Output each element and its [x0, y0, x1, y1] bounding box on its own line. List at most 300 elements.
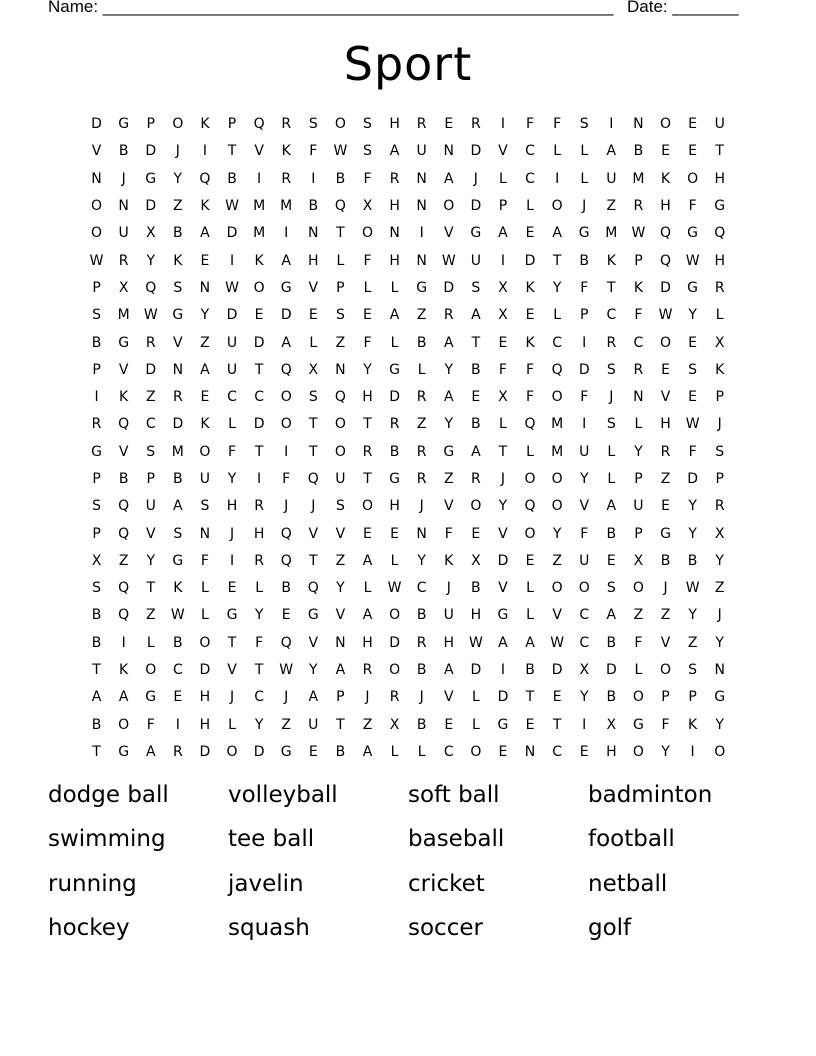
grid-letter: H [389, 116, 400, 133]
grid-letter: T [363, 416, 372, 433]
grid-letter: A [443, 334, 454, 351]
grid-letter: E [444, 716, 454, 733]
grid-letter: S [335, 498, 345, 515]
grid-letter: O [714, 743, 726, 760]
grid-letter: T [92, 743, 101, 760]
grid-letter: W [89, 252, 104, 269]
grid-letter: I [582, 334, 587, 351]
grid-letter: Y [363, 361, 372, 378]
grid-letter: N [714, 662, 725, 679]
grid-letter: A [308, 689, 319, 706]
grid-letter: K [444, 552, 454, 569]
grid-letter: L [255, 580, 264, 597]
grid-letter: B [308, 198, 319, 215]
grid-letter: V [335, 525, 346, 542]
grid-row [83, 411, 733, 438]
grid-letter: R [416, 389, 427, 406]
grid-letter: S [715, 443, 725, 460]
word-list-item: soccer [408, 914, 483, 941]
grid-letter: A [443, 662, 454, 679]
grid-letter: N [118, 198, 129, 215]
grid-letter: T [471, 334, 481, 351]
grid-letter: I [202, 143, 207, 160]
grid-letter: A [145, 743, 156, 760]
grid-letter: D [199, 743, 211, 760]
grid-letter: T [552, 252, 562, 269]
grid-letter: Z [552, 552, 562, 569]
grid-letter: V [498, 143, 508, 160]
grid-letter: F [282, 471, 291, 487]
grid-letter: R [443, 307, 454, 324]
grid-letter: E [200, 252, 210, 269]
grid-letter: C [145, 416, 156, 433]
grid-letter: Q [118, 498, 130, 515]
grid-letter: Y [634, 443, 643, 460]
grid-letter: K [254, 252, 264, 269]
grid-letter: F [688, 443, 697, 460]
grid-letter: Z [200, 334, 210, 351]
grid-letter: R [416, 471, 427, 487]
grid-letter: T [146, 580, 156, 597]
grid-letter: C [633, 334, 644, 351]
grid-letter: L [526, 607, 534, 624]
grid-letter: A [118, 689, 129, 706]
grid-letter: T [552, 716, 562, 733]
grid-letter: B [416, 716, 427, 733]
grid-letter: L [201, 580, 209, 597]
grid-letter: G [714, 198, 726, 215]
grid-letter: K [633, 279, 644, 296]
grid-letter: A [498, 225, 508, 242]
grid-letter: R [416, 634, 427, 651]
grid-letter: V [173, 334, 183, 351]
grid-letter: I [257, 170, 262, 187]
grid-letter: E [173, 689, 183, 706]
grid-letter: G [660, 525, 671, 542]
grid-letter: Q [551, 361, 563, 378]
grid-letter: C [416, 580, 427, 597]
grid-letter: V [660, 389, 671, 406]
grid-letter: A [173, 498, 183, 515]
grid-letter: F [526, 116, 535, 133]
grid-letter: A [200, 225, 210, 242]
grid-letter: L [715, 307, 724, 324]
grid-row [83, 275, 733, 302]
grid-letter: O [280, 389, 292, 406]
grid-letter: Z [687, 634, 698, 651]
grid-letter: E [281, 607, 291, 624]
grid-letter: M [280, 198, 293, 215]
grid-letter: G [145, 689, 157, 706]
grid-letter: M [253, 198, 266, 215]
grid-letter: B [173, 471, 183, 487]
grid-letter: U [145, 498, 156, 515]
grid-letter: G [497, 607, 509, 624]
grid-letter: G [389, 361, 400, 378]
grid-letter: I [284, 443, 289, 460]
grid-letter: M [632, 170, 645, 187]
grid-letter: Q [118, 580, 130, 597]
grid-letter: O [199, 634, 211, 651]
grid-letter: H [660, 198, 671, 215]
grid-letter: S [173, 279, 183, 296]
grid-letter: B [91, 716, 102, 733]
grid-letter: B [335, 170, 346, 187]
grid-letter: Y [661, 743, 670, 760]
grid-letter: N [335, 361, 346, 378]
grid-letter: F [580, 389, 589, 406]
grid-letter: P [580, 307, 589, 324]
grid-letter: I [690, 743, 695, 760]
grid-letter: F [526, 389, 535, 406]
grid-letter: V [498, 525, 508, 542]
grid-letter: G [172, 307, 184, 324]
grid-letter: Y [688, 525, 697, 542]
grid-letter: P [498, 198, 508, 215]
grid-letter: X [362, 198, 373, 215]
grid-letter: O [361, 498, 373, 515]
grid-letter: I [229, 552, 235, 569]
grid-letter: O [551, 471, 563, 487]
grid-letter: E [390, 525, 399, 542]
grid-letter: F [363, 170, 372, 187]
grid-letter: X [145, 225, 156, 242]
grid-letter: F [227, 443, 237, 460]
grid-letter: Z [660, 471, 671, 487]
grid-letter: E [525, 716, 535, 733]
grid-letter: P [146, 116, 155, 133]
grid-letter: S [92, 307, 101, 324]
grid-letter: W [279, 662, 294, 679]
grid-letter: R [660, 443, 671, 460]
grid-letter: X [606, 716, 617, 733]
grid-letter: E [552, 689, 562, 706]
grid-letter: S [606, 416, 616, 433]
grid-row [83, 739, 733, 766]
grid-letter: L [607, 471, 616, 487]
date-field-label: Date: _______ [627, 0, 739, 16]
grid-letter: Q [524, 498, 536, 515]
grid-letter: B [173, 225, 183, 242]
grid-letter: Y [715, 552, 724, 569]
grid-letter: V [227, 662, 237, 679]
grid-letter: G [714, 689, 726, 706]
grid-letter: L [526, 443, 534, 460]
grid-letter: E [498, 334, 508, 351]
grid-letter: C [552, 743, 563, 760]
grid-letter: J [311, 498, 316, 515]
grid-letter: H [714, 170, 725, 187]
grid-letter: W [685, 416, 700, 433]
grid-letter: R [714, 279, 725, 296]
grid-letter: O [524, 471, 536, 487]
grid-letter: D [524, 252, 536, 269]
grid-letter: P [634, 252, 643, 269]
grid-letter: V [308, 279, 319, 296]
grid-letter: L [390, 334, 399, 351]
grid-letter: Y [444, 416, 454, 433]
grid-row [83, 111, 733, 138]
word-list-item: badminton [588, 782, 713, 808]
word-list-item: running [48, 870, 137, 897]
grid-letter: Z [173, 198, 183, 215]
grid-letter: D [551, 662, 563, 679]
grid-letter: G [389, 471, 400, 487]
grid-letter: J [717, 416, 722, 433]
grid-letter: C [227, 389, 237, 406]
grid-letter: H [470, 607, 482, 624]
grid-letter: R [362, 662, 373, 679]
grid-letter: E [200, 389, 210, 406]
grid-letter: D [497, 689, 509, 706]
grid-letter: U [714, 116, 725, 133]
grid-letter: E [579, 743, 589, 760]
grid-letter: B [471, 580, 481, 597]
grid-letter: E [308, 307, 318, 324]
grid-row [83, 329, 733, 356]
grid-letter: L [553, 143, 562, 160]
grid-row [83, 630, 733, 657]
grid-letter: F [553, 116, 562, 133]
grid-letter: D [226, 307, 238, 324]
grid-row [83, 712, 733, 739]
grid-letter: S [92, 580, 101, 597]
grid-row [83, 166, 733, 193]
grid-letter: H [606, 743, 617, 760]
grid-letter: O [470, 743, 482, 760]
grid-letter: Y [715, 634, 724, 651]
grid-letter: P [227, 116, 237, 133]
grid-letter: K [606, 252, 616, 269]
grid-letter: D [199, 662, 211, 679]
grid-letter: Y [200, 307, 210, 324]
grid-letter: F [634, 307, 643, 324]
grid-row [83, 493, 733, 520]
grid-letter: O [551, 580, 563, 597]
grid-letter: A [281, 252, 291, 269]
grid-letter: B [606, 525, 617, 542]
grid-letter: C [606, 307, 617, 324]
grid-letter: L [580, 143, 589, 160]
grid-letter: T [525, 689, 535, 706]
grid-letter: K [200, 116, 210, 133]
grid-letter: P [92, 361, 101, 378]
word-list-item: football [588, 826, 675, 853]
grid-letter: W [441, 252, 456, 269]
grid-letter: O [118, 716, 130, 733]
grid-letter: W [658, 307, 673, 324]
grid-letter: L [309, 334, 318, 351]
grid-letter: L [363, 580, 372, 597]
grid-letter: F [580, 279, 589, 296]
grid-letter: P [715, 389, 724, 406]
grid-letter: H [714, 252, 725, 269]
grid-letter: L [390, 743, 399, 760]
grid-letter: T [254, 443, 264, 460]
grid-letter: M [253, 225, 266, 242]
grid-letter: G [118, 743, 130, 760]
grid-letter: T [309, 552, 318, 569]
grid-row [83, 247, 733, 274]
grid-letter: R [416, 443, 427, 460]
grid-letter: A [606, 143, 617, 160]
grid-letter: I [94, 389, 99, 406]
grid-letter: O [470, 498, 482, 515]
grid-letter: Q [334, 198, 346, 215]
grid-letter: N [335, 634, 346, 651]
grid-letter: Y [254, 716, 264, 733]
grid-letter: L [390, 279, 399, 296]
grid-letter: D [470, 198, 482, 215]
grid-letter: Y [173, 170, 183, 187]
grid-letter: I [582, 716, 587, 733]
grid-letter: N [416, 525, 427, 542]
word-list-item: dodge ball [48, 782, 169, 808]
grid-letter: U [118, 225, 129, 242]
grid-letter: P [634, 525, 643, 542]
grid-letter: F [688, 198, 697, 215]
grid-letter: P [146, 471, 155, 487]
grid-letter: Q [280, 634, 292, 651]
grid-row [83, 657, 733, 684]
grid-letter: P [92, 525, 101, 542]
grid-letter: E [688, 389, 698, 406]
grid-letter: Y [688, 607, 697, 624]
grid-letter: A [471, 443, 481, 460]
grid-letter: Z [416, 416, 427, 433]
grid-letter: O [91, 198, 103, 215]
grid-letter: V [118, 443, 129, 460]
grid-letter: H [389, 252, 400, 269]
grid-letter: B [416, 662, 427, 679]
grid-letter: H [660, 416, 671, 433]
grid-letter: Y [227, 471, 237, 487]
grid-letter: Q [118, 525, 130, 542]
grid-letter: J [229, 525, 235, 542]
grid-letter: S [92, 498, 101, 515]
grid-row [83, 520, 733, 547]
grid-letter: Z [118, 552, 129, 569]
grid-letter: L [336, 252, 345, 269]
grid-row [83, 602, 733, 629]
word-list-item: cricket [408, 870, 485, 897]
grid-letter: N [633, 116, 644, 133]
grid-letter: N [199, 525, 211, 542]
grid-letter: V [254, 143, 264, 160]
grid-letter: A [525, 634, 535, 651]
grid-letter: G [280, 743, 292, 760]
puzzle-title: Sport [343, 37, 473, 91]
grid-letter: F [661, 716, 670, 733]
grid-letter: F [580, 525, 589, 542]
word-list [48, 777, 768, 954]
grid-letter: G [632, 716, 644, 733]
grid-letter: F [444, 525, 453, 542]
grid-letter: S [363, 116, 372, 133]
grid-letter: U [579, 552, 590, 569]
grid-letter: D [470, 143, 482, 160]
grid-letter: E [525, 225, 535, 242]
grid-letter: L [417, 743, 426, 760]
grid-letter: E [498, 743, 508, 760]
grid-letter: O [253, 279, 265, 296]
grid-letter: U [470, 252, 481, 269]
grid-letter: J [284, 498, 289, 515]
letter-grid [83, 111, 733, 766]
grid-letter: K [525, 334, 535, 351]
grid-letter: R [145, 334, 156, 351]
grid-letter: E [688, 334, 698, 351]
grid-letter: O [280, 416, 292, 433]
grid-letter: D [145, 198, 157, 215]
grid-letter: V [118, 361, 129, 378]
grid-row [83, 384, 733, 411]
grid-letter: B [91, 607, 102, 624]
grid-letter: F [363, 334, 372, 351]
grid-letter: N [416, 198, 427, 215]
grid-letter: L [499, 416, 507, 433]
grid-letter: E [308, 743, 318, 760]
grid-letter: A [443, 170, 454, 187]
grid-letter: G [118, 116, 130, 133]
grid-letter: T [715, 143, 724, 160]
grid-letter: Y [309, 662, 318, 679]
grid-letter: U [308, 716, 319, 733]
grid-letter: W [387, 580, 402, 597]
grid-letter: B [91, 634, 102, 651]
grid-letter: V [145, 525, 156, 542]
grid-letter: E [254, 307, 264, 324]
grid-letter: S [688, 361, 698, 378]
grid-letter: E [661, 361, 670, 378]
grid-letter: A [389, 143, 400, 160]
grid-letter: O [361, 225, 373, 242]
grid-letter: L [417, 361, 426, 378]
grid-letter: Z [362, 716, 373, 733]
grid-letter: I [121, 634, 126, 651]
grid-letter: D [172, 416, 184, 433]
grid-letter: N [443, 143, 454, 160]
grid-letter: T [227, 634, 237, 651]
grid-letter: K [200, 198, 210, 215]
grid-letter: Z [145, 607, 156, 624]
grid-letter: V [579, 498, 590, 515]
grid-letter: B [118, 143, 129, 160]
grid-letter: S [363, 143, 372, 160]
grid-letter: H [226, 498, 238, 515]
grid-letter: A [362, 607, 373, 624]
grid-letter: W [468, 634, 483, 651]
grid-letter: R [172, 389, 183, 406]
grid-letter: Z [281, 716, 291, 733]
grid-letter: X [714, 525, 725, 542]
grid-letter: R [714, 498, 725, 515]
grid-letter: L [201, 607, 209, 624]
grid-letter: G [145, 170, 157, 187]
grid-letter: V [660, 634, 671, 651]
grid-letter: J [419, 498, 424, 515]
grid-letter: G [497, 716, 509, 733]
grid-letter: V [443, 498, 454, 515]
grid-letter: J [419, 689, 424, 706]
grid-letter: O [632, 689, 644, 706]
grid-letter: R [470, 116, 481, 133]
grid-letter: O [172, 116, 184, 133]
grid-letter: W [631, 225, 646, 242]
grid-letter: T [254, 662, 264, 679]
grid-letter: Q [118, 607, 130, 624]
grid-letter: Z [606, 198, 617, 215]
